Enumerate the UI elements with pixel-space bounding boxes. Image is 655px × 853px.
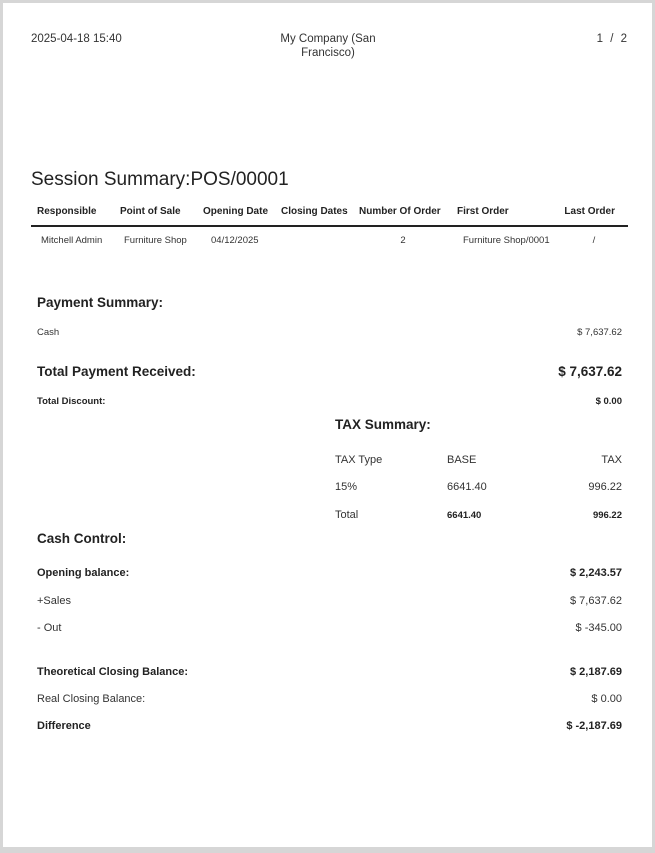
opening-balance-value: $ 2,243.57 (570, 567, 622, 579)
page-number: 1 / 2 (596, 33, 627, 45)
sales-label: +Sales (37, 595, 71, 607)
theoretical-closing-balance-value: $ 2,187.69 (570, 666, 622, 678)
col-header-last-order: Last Order (564, 206, 615, 217)
report-page (3, 3, 652, 847)
tax-total-amount: 996.22 (592, 510, 622, 521)
tax-col-header-base: BASE (447, 454, 477, 466)
company-name (253, 33, 403, 59)
cell-first-order: Furniture Shop/0001 (463, 235, 550, 246)
tax-type-cell: 15% (335, 481, 358, 493)
total-payment-received-value: $ 7,637.62 (558, 364, 622, 379)
col-header-closing-dates: Closing Dates (281, 206, 348, 217)
theoretical-closing-balance-label: Theoretical Closing Balance: (37, 666, 188, 678)
tax-total-label: Total (335, 509, 359, 521)
table-header-rule (31, 225, 628, 227)
opening-balance-label: Opening balance: (37, 567, 130, 579)
out-value: $ -345.00 (575, 622, 622, 634)
report-datetime: 2025-04-18 15:40 (31, 33, 122, 45)
tax-col-header-type: TAX Type (335, 454, 383, 466)
cash-control-heading: Cash Control: (37, 531, 127, 546)
tax-amount-cell: 996.22 (588, 481, 622, 493)
tax-col-header-tax: TAX (601, 454, 622, 466)
col-header-responsible: Responsible (37, 206, 97, 217)
col-header-first-order: First Order (457, 206, 509, 217)
cell-responsible: Mitchell Admin (41, 235, 103, 246)
tax-base-cell: 6641.40 (447, 481, 487, 493)
difference-value: $ -2,187.69 (566, 720, 622, 732)
total-payment-received-label: Total Payment Received: (37, 364, 196, 379)
cash-value: $ 7,637.62 (577, 327, 622, 338)
col-header-opening-date: Opening Date (203, 206, 269, 217)
real-closing-balance-label: Real Closing Balance: (37, 693, 146, 705)
payment-summary-heading: Payment Summary: (37, 295, 164, 310)
col-header-point-of-sale: Point of Sale (120, 206, 181, 217)
cell-opening-date: 04/12/2025 (211, 235, 259, 246)
total-discount-value: $ 0.00 (595, 396, 622, 407)
cash-label: Cash (37, 327, 60, 338)
sales-value: $ 7,637.62 (570, 595, 622, 607)
cell-point-of-sale: Furniture Shop (124, 235, 187, 246)
company-line-1: My Company (San (280, 33, 376, 45)
out-label: - Out (37, 622, 62, 634)
tax-summary-heading: TAX Summary: (335, 417, 431, 432)
company-line-2: Francisco) (301, 47, 355, 59)
tax-total-base: 6641.40 (447, 510, 482, 521)
report-title: Session Summary:POS/00001 (31, 169, 289, 190)
cell-number-of-order: 2 (400, 235, 406, 246)
difference-label: Difference (37, 720, 91, 732)
real-closing-balance-value: $ 0.00 (591, 693, 622, 705)
col-header-number-of-order: Number Of Order (359, 206, 441, 217)
total-discount-label: Total Discount: (37, 396, 106, 407)
cell-last-order: / (592, 235, 596, 246)
